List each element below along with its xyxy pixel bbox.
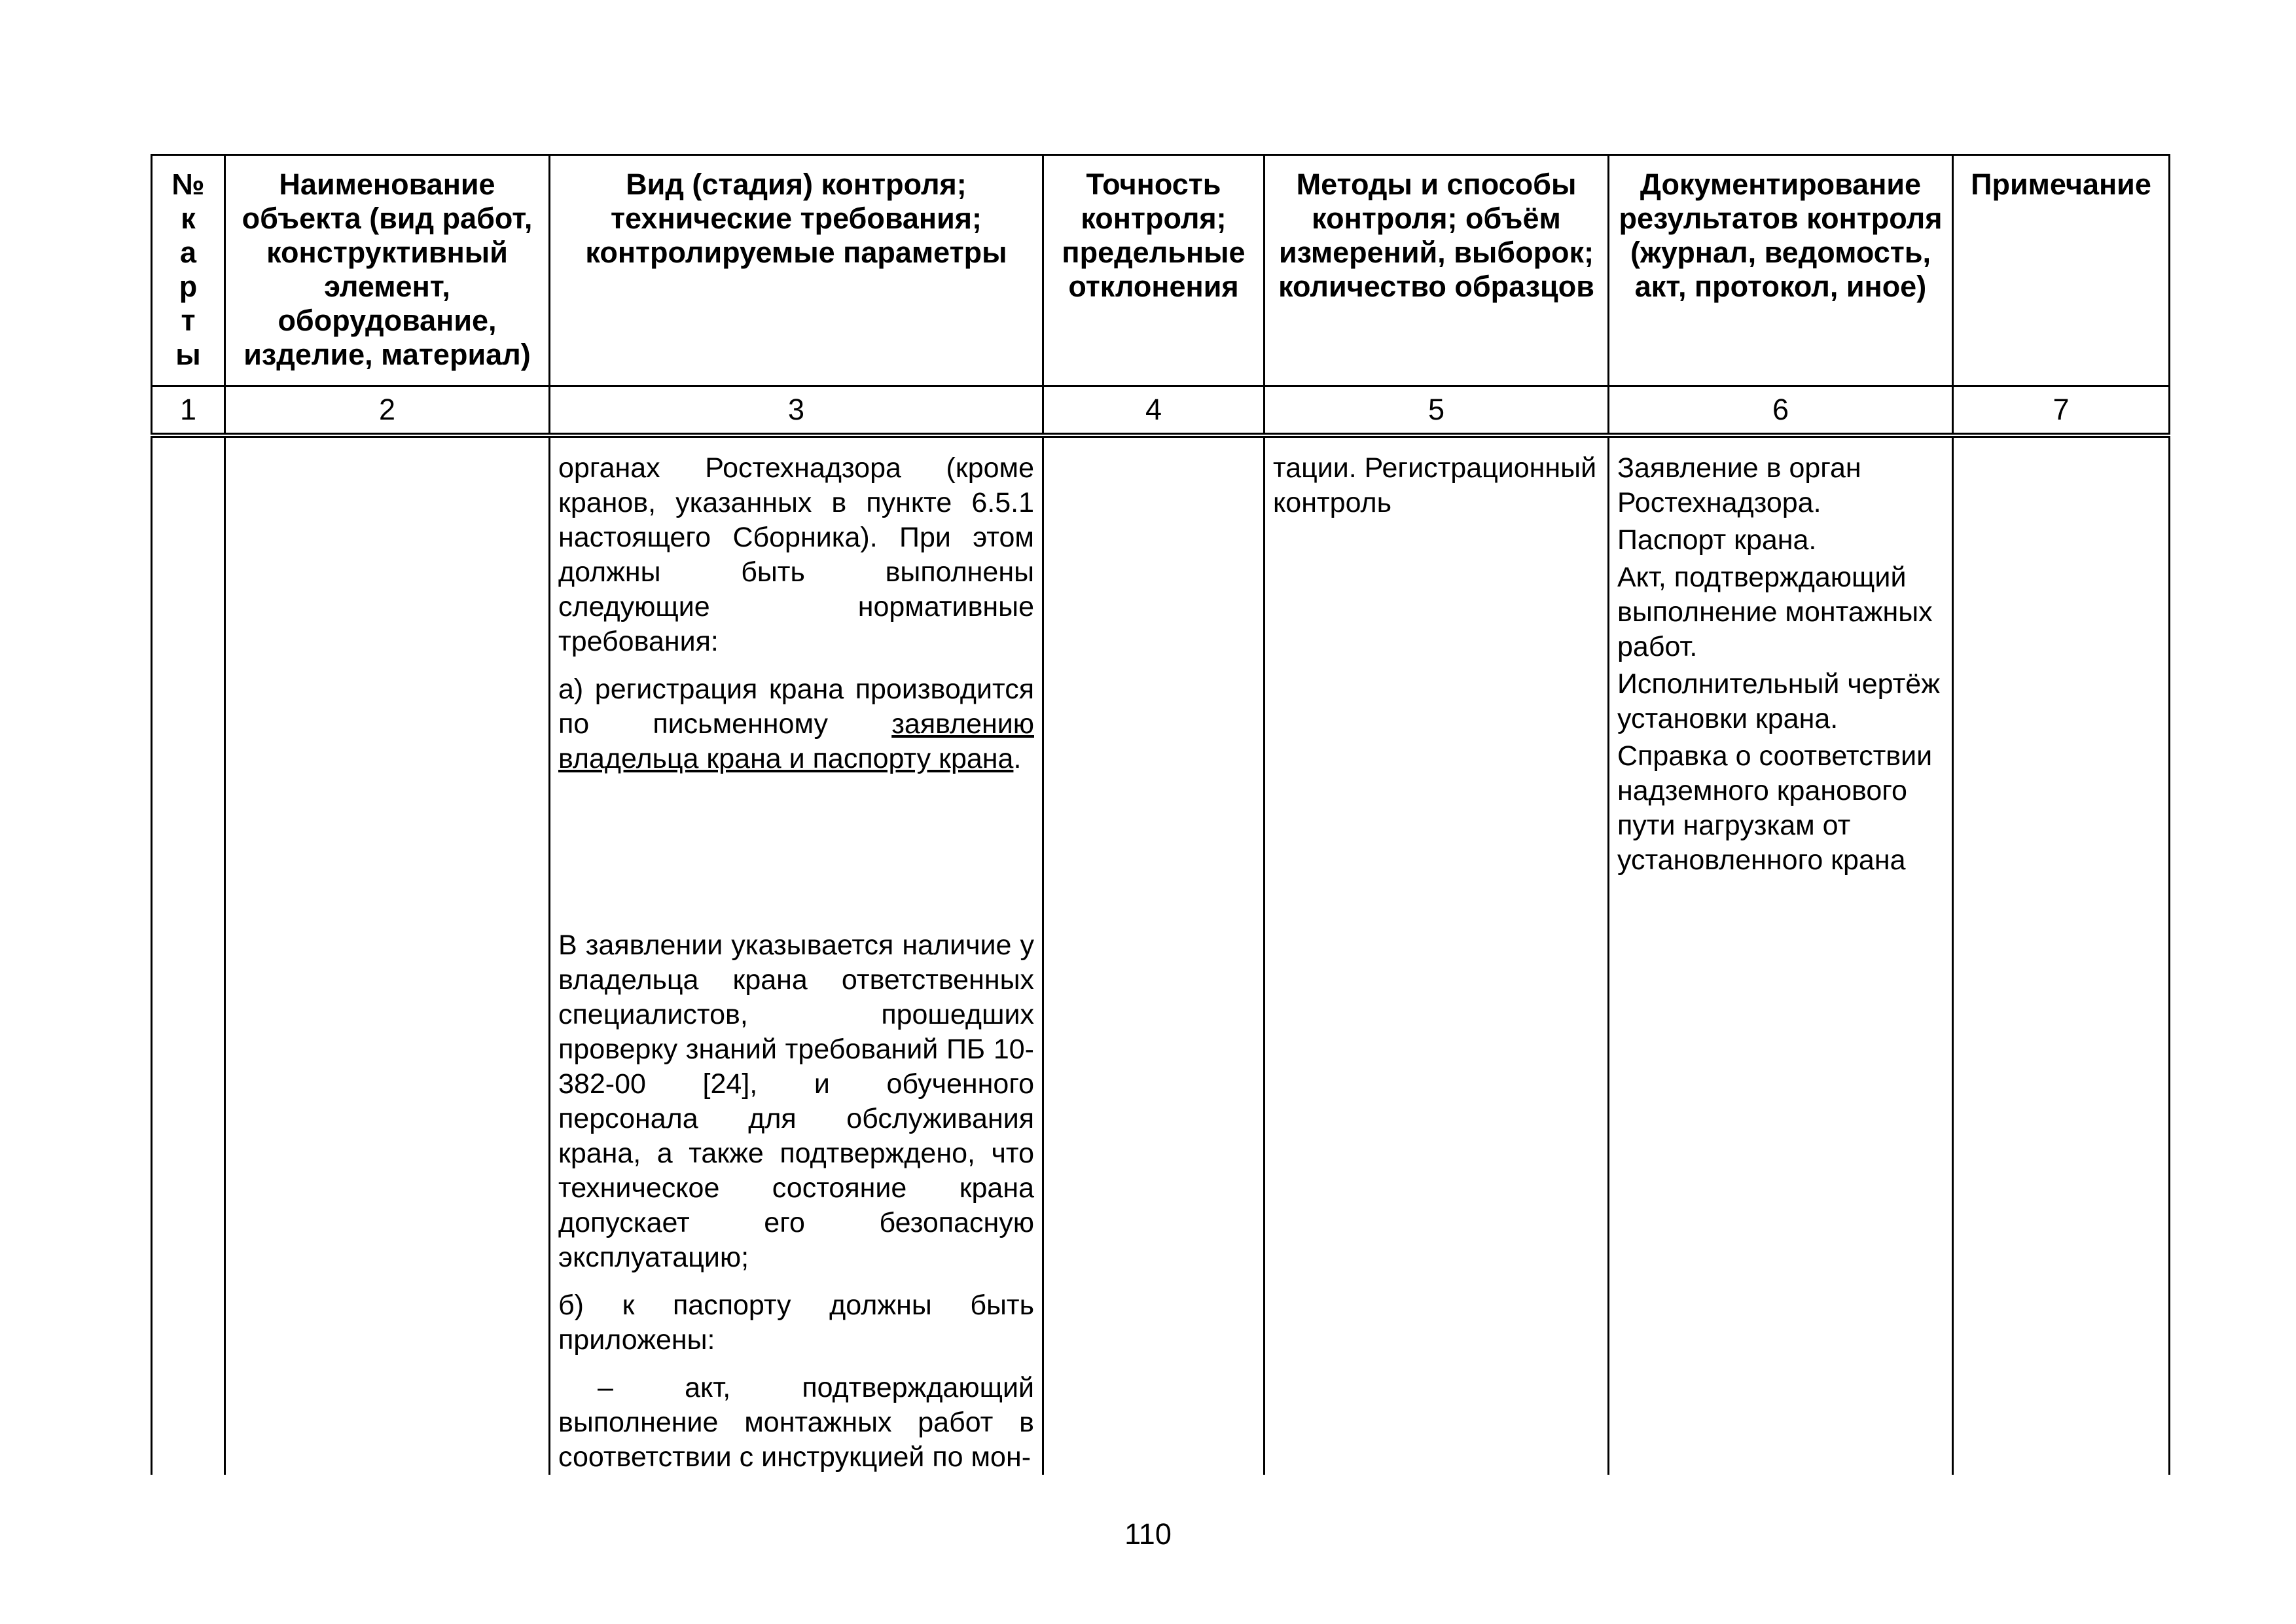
inspection-table [151, 154, 2170, 1475]
column-number: 4 [1043, 386, 1265, 436]
requirements-text: . [1013, 743, 1022, 774]
requirements-paragraph: органах Ростехнадзора (кроме кранов, указанных в пункте 6.5.1 настоящего Сборника). При этом должны быть выполнены следующие нормативные требования: [558, 452, 1034, 657]
column-number: 6 [1609, 386, 1953, 436]
document-item: Паспорт крана. [1617, 524, 1817, 556]
column-number-row [152, 386, 2170, 436]
header-note: Примечание [1953, 155, 2170, 386]
header-accuracy: Точность контроля; предельные отклонения [1043, 155, 1265, 386]
header-control-type: Вид (стадия) контроля; технические требования; контролируемые параметры [550, 155, 1043, 386]
column-number: 7 [1953, 386, 2170, 436]
document-item: Исполнительный чертёж установки крана. [1617, 668, 1940, 734]
document-item: Заявление в орган Ростехнадзора. [1617, 452, 1861, 518]
column-number: 3 [550, 386, 1043, 436]
requirements-paragraph: б) к паспорту должны быть приложены: [558, 1290, 1034, 1356]
requirements-paragraph: В заявлении указывается наличие у владельца крана ответственных специалистов, прошедших проверку знаний требований ПБ 10-382-00 [24], и обученного персонала для обслуживания крана, а также подтверждено, что техническое состояние крана допускает его безопасную эксплуатацию; [558, 929, 1034, 1273]
cell-card-number [152, 435, 225, 1475]
column-number: 5 [1265, 386, 1609, 436]
cell-object-name [225, 435, 550, 1475]
underlined-requirement: заявлению владельца крана и паспорту крана [558, 708, 1034, 774]
page-number: 110 [1124, 1517, 1172, 1551]
cell-accuracy [1043, 435, 1265, 1475]
column-number: 2 [225, 386, 550, 436]
document-item: Справка о соответствии надземного кранового пути нагрузкам от установленного крана [1617, 740, 1933, 876]
column-number: 1 [152, 386, 225, 436]
header-row [152, 155, 2170, 386]
header-card-number: № к а р т ы [152, 155, 225, 386]
table-row [152, 435, 2170, 1475]
requirements-paragraph: – акт, подтверждающий выполнение монтажных работ в соответствии с инструкцией по мон- [558, 1372, 1034, 1473]
cell-methods [1265, 435, 1609, 1475]
header-object-name: Наименование объекта (вид работ, конструктивный элемент, оборудование, изделие, материал) [225, 155, 550, 386]
requirements-paragraph [558, 672, 1034, 776]
cell-documentation [1609, 435, 1953, 1475]
document-item: Акт, подтверждающий выполнение монтажных работ. [1617, 562, 1933, 662]
header-documentation: Документирование результатов контроля (журнал, ведомость, акт, протокол, иное) [1609, 155, 1953, 386]
cell-note [1953, 435, 2170, 1475]
cell-requirements [550, 435, 1043, 1475]
methods-text: тации. Регистрационный контроль [1273, 452, 1597, 518]
header-methods: Методы и способы контроля; объём измерений, выборок; количество образцов [1265, 155, 1609, 386]
requirements-text: а) регистрация крана производится по письменному [558, 674, 1034, 740]
